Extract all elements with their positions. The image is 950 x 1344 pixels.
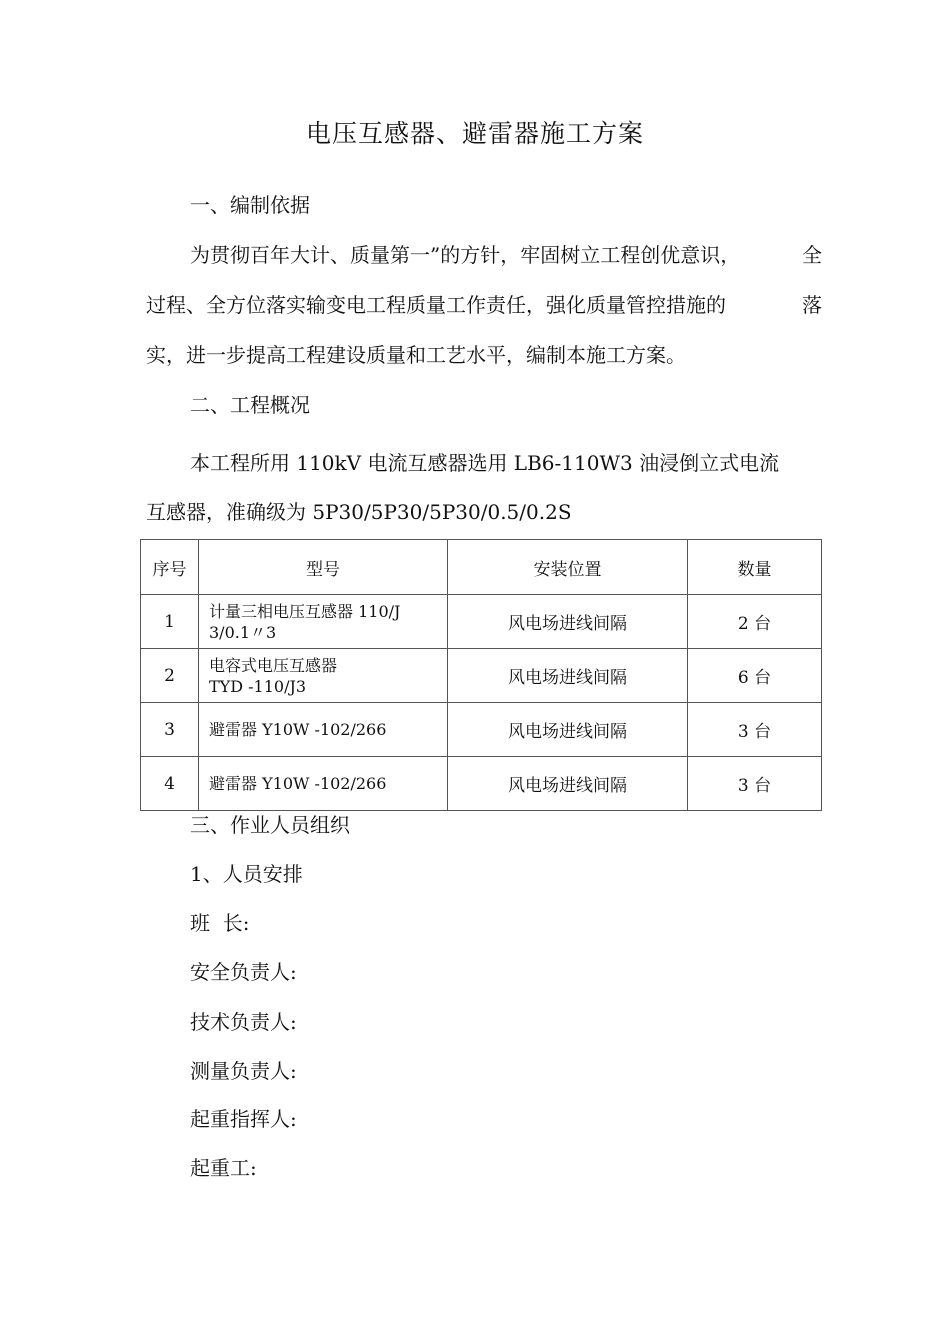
cell-no: 3 xyxy=(141,703,199,757)
model-line: 计量三相电压互感器 110/J xyxy=(209,601,401,621)
equipment-table xyxy=(140,539,822,811)
cell-location: 风电场进线间隔 xyxy=(448,703,688,757)
section3-heading: 三、作业人员组织 xyxy=(190,813,350,837)
cell-location: 风电场进线间隔 xyxy=(448,595,688,649)
table-row xyxy=(141,703,822,757)
model-line: TYD -110/J3 xyxy=(209,676,307,696)
section2-heading: 二、工程概况 xyxy=(190,393,310,417)
cell-model xyxy=(199,757,448,811)
section2-line-1: 本工程所用 110kV 电流互感器选用 LB6-110W3 油浸倒立式电流 xyxy=(190,451,780,475)
role-safety-lead: 安全负责人: xyxy=(190,960,297,984)
role-lifting-commander: 起重指挥人: xyxy=(190,1107,297,1131)
cell-qty: 2 台 xyxy=(688,595,822,649)
header-location: 安装位置 xyxy=(448,540,688,595)
cell-model xyxy=(199,649,448,703)
table-header-row xyxy=(141,540,822,595)
table-row xyxy=(141,595,822,649)
section1-heading: 一、编制依据 xyxy=(190,193,310,217)
model-line: 电容式电压互感器 xyxy=(209,655,338,675)
header-model: 型号 xyxy=(199,540,448,595)
table-row xyxy=(141,649,822,703)
section1-para-line-1 xyxy=(190,243,822,267)
section1-para-line-2 xyxy=(146,293,822,317)
cell-location: 风电场进线间隔 xyxy=(448,757,688,811)
document-title: 电压互感器、避雷器施工方案 xyxy=(305,119,644,148)
cell-model xyxy=(199,703,448,757)
header-no: 序号 xyxy=(141,540,199,595)
cell-no: 1 xyxy=(141,595,199,649)
role-rigger: 起重工: xyxy=(190,1156,257,1180)
section3-sub1: 1、人员安排 xyxy=(190,862,303,886)
cell-qty: 3 台 xyxy=(688,757,822,811)
header-qty: 数量 xyxy=(688,540,822,595)
cell-model xyxy=(199,595,448,649)
table-row xyxy=(141,757,822,811)
para-line-1-end: 全 xyxy=(802,243,822,267)
para-line-2-text: 过程、全方位落实输变电工程质量工作责任，强化质量管控措施的 xyxy=(146,293,726,317)
para-line-1-text: 为贯彻百年大计、质量第一”的方针，牢固树立工程创优意识， xyxy=(190,243,741,267)
section2-line-2: 互感器，准确级为 5P30/5P30/5P30/0.5/0.2S xyxy=(146,500,572,524)
role-survey-lead: 测量负责人: xyxy=(190,1059,297,1083)
cell-no: 4 xyxy=(141,757,199,811)
role-monitor: 班 长: xyxy=(190,911,250,935)
cell-no: 2 xyxy=(141,649,199,703)
cell-location: 风电场进线间隔 xyxy=(448,649,688,703)
cell-qty: 3 台 xyxy=(688,703,822,757)
model-line: 避雷器 Y10W -102/266 xyxy=(209,720,387,739)
cell-qty: 6 台 xyxy=(688,649,822,703)
section1-para-line-3: 实，进一步提高工程建设质量和工艺水平，编制本施工方案。 xyxy=(146,343,686,367)
model-line: 3/0.1〃3 xyxy=(209,622,277,642)
model-line: 避雷器 Y10W -102/266 xyxy=(209,774,387,793)
para-line-2-end: 落 xyxy=(802,293,822,317)
role-tech-lead: 技术负责人: xyxy=(190,1010,297,1034)
